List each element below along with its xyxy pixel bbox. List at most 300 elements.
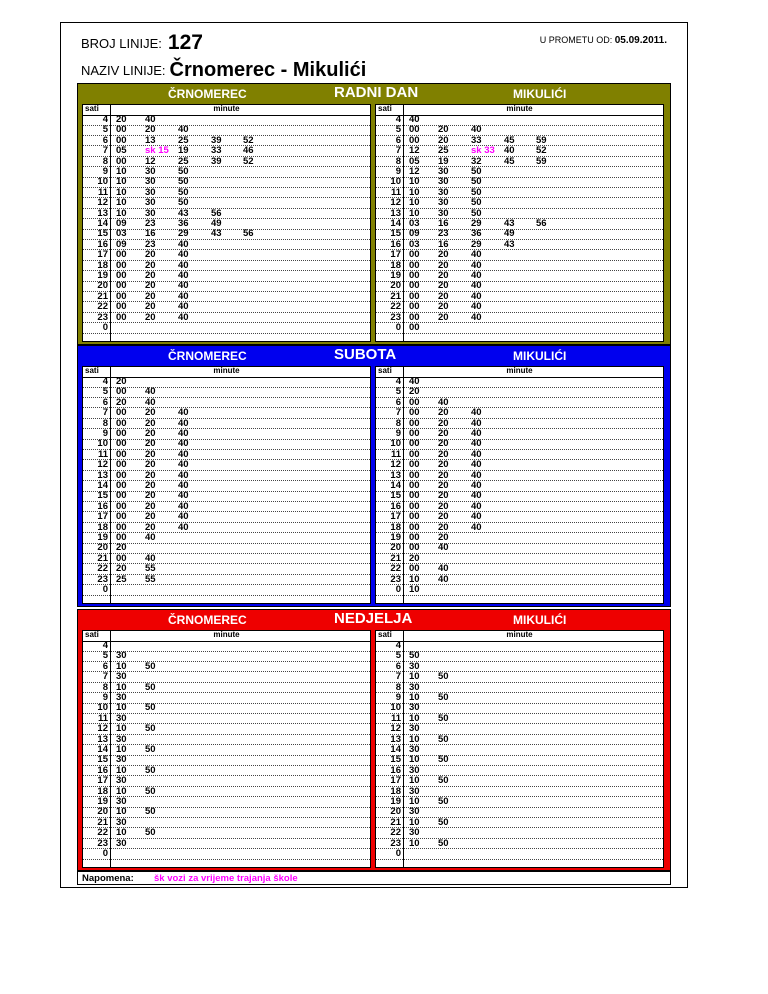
minute-cell: 00 [116, 249, 127, 261]
hour-cell: 15 [97, 490, 108, 502]
minute-cell: 00 [116, 259, 127, 271]
minute-cell: 40 [178, 438, 189, 450]
minute-cell: 40 [178, 480, 189, 491]
minute-cell: 40 [471, 500, 482, 512]
hours-column-header: sati [85, 366, 99, 375]
minute-cell: 40 [471, 448, 482, 460]
panel-header [83, 631, 370, 642]
minute-cell: 20 [438, 407, 449, 419]
minute-cell: 00 [409, 124, 420, 136]
minute-cell: 40 [178, 259, 189, 271]
minute-cell: 00 [409, 280, 420, 292]
hour-cell: 17 [390, 511, 401, 523]
minute-cell: 20 [145, 469, 156, 481]
minute-cell: 20 [438, 134, 449, 146]
timetable-panel-left [82, 366, 371, 604]
minute-cell: 40 [145, 114, 156, 125]
minute-cell: 56 [211, 207, 222, 219]
minute-cell: 23 [438, 228, 449, 240]
minute-cell: 10 [116, 744, 127, 755]
minute-cell: 20 [438, 438, 449, 450]
hour-cell: 17 [97, 775, 108, 787]
left-terminal-title: ČRNOMEREC [168, 613, 247, 627]
minute-cell: 10 [409, 573, 420, 585]
minute-cell: 50 [438, 775, 449, 787]
minute-cell: 33 [471, 134, 482, 146]
schedule-row [83, 837, 370, 850]
minute-cell: 20 [145, 480, 156, 491]
minute-cell: 30 [145, 207, 156, 219]
hour-cell: 4 [102, 114, 108, 125]
minute-cell: 32 [471, 155, 482, 167]
hour-cell: 19 [390, 270, 401, 281]
minute-cell: 10 [116, 785, 127, 797]
minute-cell: 20 [438, 301, 449, 313]
minute-cell: 00 [116, 134, 127, 146]
minute-cell: 40 [471, 480, 482, 491]
hour-cell: 4 [395, 376, 401, 387]
minute-cell: 13 [145, 134, 156, 146]
minute-cell: 30 [438, 207, 449, 219]
hour-cell: 8 [395, 417, 401, 429]
minute-cell: 20 [438, 428, 449, 439]
schedule-row [376, 586, 663, 596]
minute-cell: 40 [178, 270, 189, 281]
hour-cell: 15 [97, 228, 108, 240]
hour-cell: 8 [102, 155, 108, 167]
hour-cell: 7 [102, 407, 108, 419]
minute-cell: 46 [243, 145, 254, 157]
minute-cell: 20 [145, 407, 156, 419]
minute-cell: 25 [116, 573, 127, 585]
hour-cell: 16 [97, 238, 108, 250]
minute-cell: 20 [409, 386, 420, 398]
minute-cell: 00 [409, 563, 420, 575]
minute-cell: 40 [471, 459, 482, 471]
minute-cell: 10 [116, 702, 127, 714]
minute-cell: 10 [116, 681, 127, 693]
minute-cell: 00 [116, 448, 127, 460]
hour-cell: 14 [97, 744, 108, 755]
minute-cell: 50 [145, 806, 156, 818]
minute-cell: 20 [145, 417, 156, 429]
minute-cell: 20 [438, 249, 449, 261]
hours-column-header: sati [378, 630, 392, 639]
hour-cell: 6 [395, 134, 401, 146]
hour-cell: 17 [97, 249, 108, 261]
minute-cell: 40 [471, 290, 482, 302]
minute-cell: 40 [178, 301, 189, 313]
minute-cell: 40 [409, 376, 420, 387]
minute-cell: 20 [145, 270, 156, 281]
hour-cell: 18 [390, 521, 401, 533]
minute-cell: 20 [145, 511, 156, 523]
hour-cell: 13 [390, 733, 401, 745]
note-text: šk vozi za vrijeme trajanja škole [154, 873, 298, 884]
hour-cell: 8 [102, 417, 108, 429]
minute-cell: 30 [409, 785, 420, 797]
hour-cell: 22 [390, 563, 401, 575]
minute-cell: 29 [471, 218, 482, 229]
minute-cell: 12 [145, 155, 156, 167]
hour-cell: 20 [390, 542, 401, 554]
minute-cell: 00 [116, 290, 127, 302]
minute-cell: 55 [145, 573, 156, 585]
hour-cell: 6 [395, 660, 401, 672]
section-title-bar [78, 610, 670, 630]
minute-cell: 50 [471, 207, 482, 219]
hour-cell: 23 [390, 311, 401, 323]
minute-cell: 00 [116, 155, 127, 167]
minute-cell: 40 [178, 511, 189, 523]
minute-cell: 40 [178, 521, 189, 533]
minute-cell: 40 [471, 249, 482, 261]
minute-cell: 00 [409, 480, 420, 491]
minute-cell: 30 [409, 660, 420, 672]
right-terminal-title: MIKULIĆI [513, 349, 567, 363]
left-terminal-title: ČRNOMEREC [168, 349, 247, 363]
hour-cell: 9 [395, 166, 401, 177]
minute-cell: 40 [471, 490, 482, 502]
hour-cell: 21 [97, 816, 108, 828]
minute-cell: 10 [409, 837, 420, 849]
hour-cell: 14 [390, 218, 401, 229]
hour-cell: 20 [97, 806, 108, 818]
minute-cell: 00 [409, 542, 420, 554]
hour-cell: 8 [395, 681, 401, 693]
minute-cell: sk 33 [471, 145, 495, 157]
schedule-row [376, 324, 663, 334]
minute-cell: 00 [409, 511, 420, 523]
minute-cell: 03 [409, 218, 420, 229]
hour-cell: 4 [102, 640, 108, 651]
minute-cell: 20 [116, 542, 127, 554]
minute-cell: 03 [409, 238, 420, 250]
schedule-row [83, 586, 370, 596]
minute-cell: 30 [145, 176, 156, 188]
minute-cell: 50 [471, 197, 482, 209]
schedule-row [376, 837, 663, 850]
minute-cell: 50 [145, 785, 156, 797]
minute-cell: 20 [116, 114, 127, 125]
minute-cell: 40 [178, 459, 189, 471]
minute-cell: 10 [116, 207, 127, 219]
minute-cell: 50 [178, 176, 189, 188]
minute-cell: 56 [243, 228, 254, 240]
minute-cell: 30 [409, 827, 420, 839]
minute-cell: 40 [178, 249, 189, 261]
minute-cell: 20 [145, 301, 156, 313]
hour-cell: 19 [390, 532, 401, 543]
minute-cell: 40 [471, 428, 482, 439]
section-nedjelja [77, 609, 671, 871]
hour-cell: 7 [395, 671, 401, 683]
minute-cell: 10 [409, 176, 420, 188]
minute-cell: 55 [145, 563, 156, 575]
minute-cell: 20 [438, 490, 449, 502]
right-terminal-title: MIKULIĆI [513, 613, 567, 627]
minute-cell: 00 [116, 469, 127, 481]
minute-cell: 25 [178, 134, 189, 146]
hour-cell: 23 [390, 837, 401, 849]
minute-cell: 19 [178, 145, 189, 157]
minute-cell: 40 [145, 552, 156, 564]
minute-cell: 20 [116, 376, 127, 387]
minute-cell: 25 [178, 155, 189, 167]
minute-cell: 20 [438, 480, 449, 491]
hour-cell: 15 [390, 754, 401, 766]
hour-cell: 10 [390, 702, 401, 714]
schedule-row [83, 850, 370, 860]
hour-cell: 23 [390, 573, 401, 585]
minute-cell: 00 [409, 469, 420, 481]
hours-column-header: sati [85, 630, 99, 639]
hour-cell: 7 [395, 407, 401, 419]
minute-cell: 00 [409, 459, 420, 471]
minute-cell: 00 [116, 311, 127, 323]
minute-cell: 10 [116, 827, 127, 839]
minute-cell: 20 [438, 311, 449, 323]
minute-cell: 20 [438, 459, 449, 471]
minute-cell: 40 [471, 417, 482, 429]
hour-cell: 0 [395, 848, 401, 859]
hour-cell: 5 [102, 124, 108, 136]
minute-cell: 50 [438, 692, 449, 703]
minute-cell: 52 [243, 155, 254, 167]
hour-cell: 12 [97, 459, 108, 471]
minute-cell: 40 [145, 532, 156, 543]
minute-cell: 00 [409, 428, 420, 439]
hour-cell: 13 [97, 733, 108, 745]
minute-cell: 00 [409, 396, 420, 408]
minute-cell: 40 [178, 448, 189, 460]
minute-cell: 52 [536, 145, 547, 157]
minute-cell: 50 [145, 764, 156, 776]
hour-cell: 15 [390, 490, 401, 502]
minute-cell: 56 [536, 218, 547, 229]
hours-column-header: sati [378, 104, 392, 113]
hour-cell: 13 [97, 469, 108, 481]
hour-cell: 5 [395, 386, 401, 398]
hour-cell: 14 [97, 218, 108, 229]
day-type-title: SUBOTA [334, 346, 397, 363]
minutes-column-header: minute [506, 630, 533, 639]
minute-cell: 40 [471, 521, 482, 533]
hour-cell: 16 [390, 500, 401, 512]
section-title-bar [78, 346, 670, 366]
valid-from-date: 05.09.2011. [614, 35, 667, 46]
minute-cell: 20 [438, 270, 449, 281]
hour-cell: 9 [395, 692, 401, 703]
hour-cell: 17 [97, 511, 108, 523]
section-subota [77, 345, 671, 607]
hour-cell: 21 [97, 552, 108, 564]
minute-cell: 30 [116, 650, 127, 662]
minute-cell: 20 [145, 438, 156, 450]
minute-cell: 00 [409, 500, 420, 512]
hour-cell: 12 [97, 197, 108, 209]
hour-cell: 12 [390, 197, 401, 209]
minute-cell: 20 [145, 448, 156, 460]
minute-cell: 59 [536, 155, 547, 167]
minute-cell: 10 [409, 775, 420, 787]
schedule-row [83, 324, 370, 334]
timetable-sheet [60, 22, 688, 888]
minute-cell: 00 [116, 490, 127, 502]
minute-cell: 30 [116, 671, 127, 683]
minute-cell: 40 [438, 396, 449, 408]
minute-cell: 30 [116, 712, 127, 724]
minute-cell: 05 [409, 155, 420, 167]
hour-cell: 15 [97, 754, 108, 766]
hour-cell: 10 [97, 702, 108, 714]
minute-cell: 00 [116, 552, 127, 564]
minute-cell: 20 [438, 290, 449, 302]
minute-cell: 40 [178, 238, 189, 250]
minute-cell: 40 [438, 542, 449, 554]
minute-cell: 16 [438, 238, 449, 250]
minute-cell: 00 [409, 438, 420, 450]
minute-cell: 50 [145, 723, 156, 735]
hour-cell: 7 [102, 671, 108, 683]
hour-cell: 21 [390, 552, 401, 564]
minute-cell: 30 [409, 806, 420, 818]
minute-cell: 50 [438, 796, 449, 807]
hour-cell: 5 [395, 650, 401, 662]
minute-cell: 20 [145, 124, 156, 136]
minute-cell: 30 [145, 197, 156, 209]
minute-cell: 30 [409, 723, 420, 735]
minute-cell: 50 [438, 671, 449, 683]
minute-cell: 40 [409, 114, 420, 125]
minute-cell: 00 [116, 386, 127, 398]
minute-cell: 00 [409, 290, 420, 302]
hour-cell: 6 [102, 396, 108, 408]
minute-cell: 00 [116, 280, 127, 292]
minute-cell: 00 [116, 270, 127, 281]
note-label: Napomena: [82, 873, 134, 884]
hours-column-header: sati [85, 104, 99, 113]
minute-cell: 50 [438, 837, 449, 849]
schedule-row [376, 850, 663, 860]
minute-cell: 50 [438, 712, 449, 724]
minute-cell: 50 [178, 186, 189, 198]
hour-cell: 18 [390, 259, 401, 271]
hour-cell: 14 [390, 744, 401, 755]
minute-cell: 30 [409, 702, 420, 714]
minute-cell: 00 [409, 407, 420, 419]
section-title-bar [78, 84, 670, 104]
minute-cell: 20 [145, 490, 156, 502]
minute-cell: 10 [409, 816, 420, 828]
schedule-row [83, 311, 370, 324]
minute-cell: 49 [504, 228, 515, 240]
hour-cell: 20 [97, 542, 108, 554]
note-bar [77, 871, 671, 885]
minute-cell: 00 [409, 134, 420, 146]
minute-cell: 20 [438, 469, 449, 481]
valid-from [540, 35, 667, 46]
minute-cell: 23 [145, 218, 156, 229]
hour-cell: 19 [97, 796, 108, 807]
hour-cell: 11 [97, 448, 108, 460]
minute-cell: 00 [116, 301, 127, 313]
minute-cell: 20 [145, 259, 156, 271]
minute-cell: 50 [409, 650, 420, 662]
minute-cell: 36 [178, 218, 189, 229]
hour-cell: 9 [395, 428, 401, 439]
hour-cell: 20 [390, 806, 401, 818]
minute-cell: 40 [178, 428, 189, 439]
minute-cell: 10 [116, 166, 127, 177]
line-number-row [81, 31, 203, 55]
minute-cell: 10 [409, 692, 420, 703]
hour-cell: 18 [97, 259, 108, 271]
minute-cell: 00 [409, 532, 420, 543]
minute-cell: 40 [471, 280, 482, 292]
minute-cell: 10 [116, 764, 127, 776]
minute-cell: 20 [438, 448, 449, 460]
minute-cell: 59 [536, 134, 547, 146]
hour-cell: 15 [390, 228, 401, 240]
minute-cell: 00 [409, 301, 420, 313]
minute-cell: 09 [116, 218, 127, 229]
section-radni [77, 83, 671, 345]
minute-cell: 40 [145, 386, 156, 398]
minute-cell: 43 [211, 228, 222, 240]
minute-cell: 10 [116, 660, 127, 672]
minute-cell: 10 [409, 186, 420, 198]
minutes-column-header: minute [213, 630, 240, 639]
hour-cell: 10 [97, 176, 108, 188]
hours-column-header: sati [378, 366, 392, 375]
minute-cell: 40 [178, 280, 189, 292]
minute-cell: 30 [116, 837, 127, 849]
hour-cell: 19 [97, 532, 108, 543]
hour-cell: 11 [97, 186, 108, 198]
minute-cell: 36 [471, 228, 482, 240]
timetable-panel-right [375, 366, 664, 604]
minute-cell: 20 [145, 290, 156, 302]
hour-cell: 10 [390, 176, 401, 188]
minute-cell: 20 [145, 521, 156, 533]
hour-cell: 22 [97, 827, 108, 839]
hour-cell: 11 [390, 186, 401, 198]
minute-cell: 30 [116, 775, 127, 787]
minute-cell: 40 [471, 124, 482, 136]
hour-cell: 13 [390, 469, 401, 481]
minute-cell: 00 [116, 480, 127, 491]
minute-cell: 05 [116, 145, 127, 157]
hour-cell: 23 [97, 573, 108, 585]
schedule-row [83, 573, 370, 586]
minute-cell: 50 [145, 744, 156, 755]
minute-cell: 10 [409, 712, 420, 724]
line-number: 127 [167, 31, 203, 54]
minute-cell: 40 [471, 469, 482, 481]
minute-cell: 10 [409, 796, 420, 807]
minute-cell: 30 [409, 744, 420, 755]
minute-cell: 10 [409, 584, 420, 595]
minute-cell: 40 [178, 311, 189, 323]
hour-cell: 5 [395, 124, 401, 136]
valid-from-label: U PROMETU OD: [539, 35, 613, 45]
minutes-column-header: minute [506, 104, 533, 113]
line-number-label: BROJ LINIJE: [81, 36, 162, 51]
minute-cell: 40 [438, 563, 449, 575]
minute-cell: 10 [409, 733, 420, 745]
minute-cell: 30 [438, 186, 449, 198]
